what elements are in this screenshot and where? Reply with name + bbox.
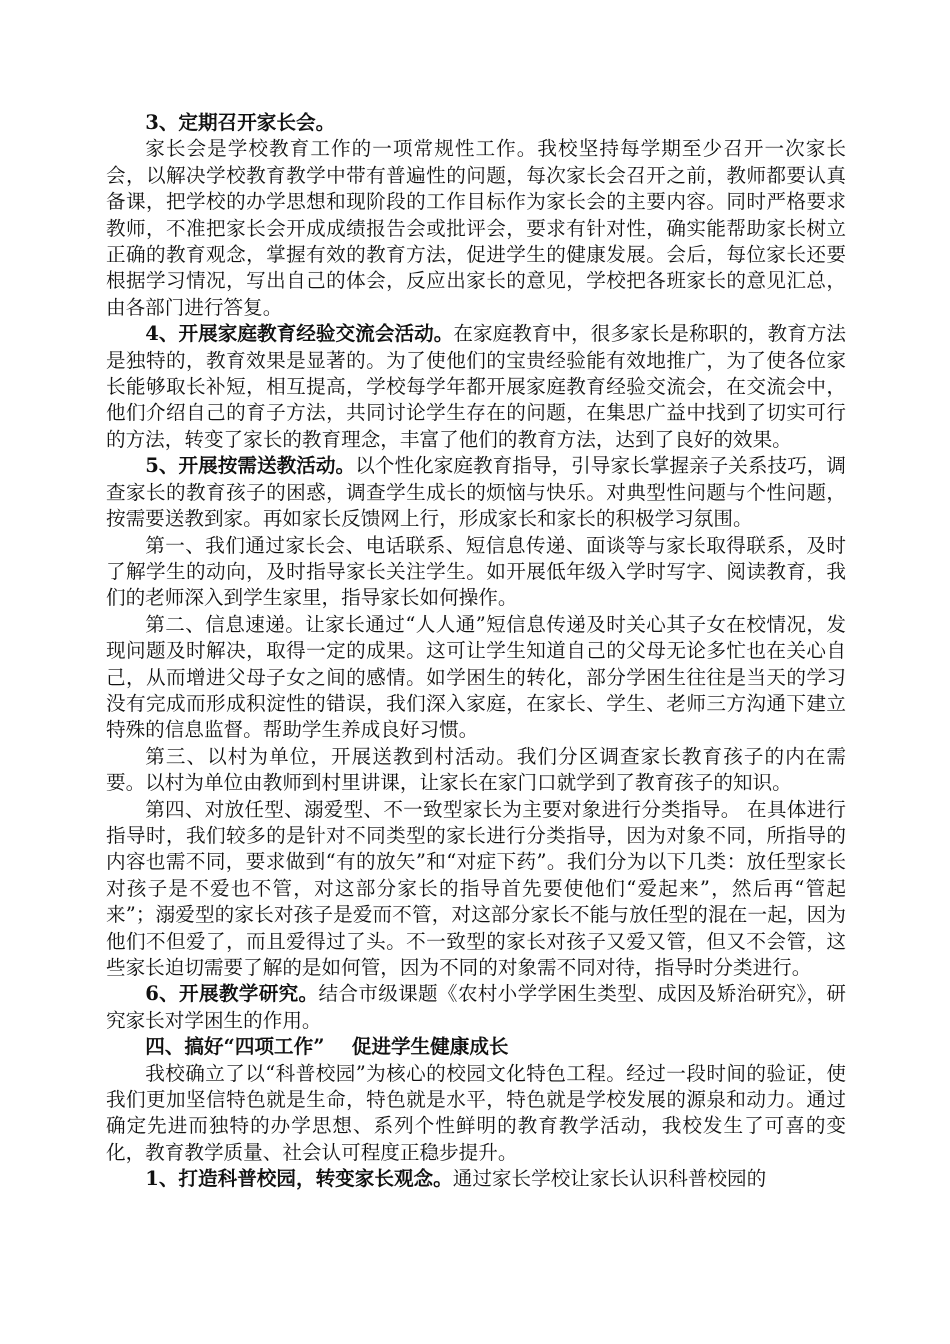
paragraph-fourth: 第四、对放任型、溺爱型、不一致型家长为主要对象进行分类指导。 在具体进行指导时，我们较多的是针对不同类型的家长进行分类指导，因为对象不同，所指导的内容也需不同，要求做到“有的放矢”和“对症下药”。我们分为以下几类：放任型家长对孩子是不爱也不管，对这部分家长的指导首先要使他们“爱起来”，然后再“管起来”；溺爱型的家长对孩子是爱而不管，对这部分家长不能与放任型的混在一起，因为他们不但爱了，而且爱得过了头。不一致型的家长对孩子又爱又管，但又不会管，这些家长迫切需要了解的是如何管，因为不同的对象需不同对待，指导时分类进行。	[106, 797, 846, 979]
paragraph-text: 结合市级课题《农村小学学困生类型、成因及矫治研究》，研究家长对学困生的作用。	[106, 982, 846, 1032]
paragraph-parent-meetings: 家长会是学校教育工作的一项常规性工作。我校坚持每学期至少召开一次家长会，以解决学校教育教学中带有普遍性的问题，每次家长会召开之前，教师都要认真备课，把学校的办学思想和现阶段的工作目标作为家长会的主要内容。同时严格要求教师，不准把家长会开成成绩报告会或批评会，要求有针对性，确实能帮助家长树立正确的教育观念，掌握有效的教育方法，促进学生的健康发展。会后，每位家长还要根据学习情况，写出自己的体会，反应出家长的意见，学校把各班家长的意见汇总，由各部门进行答复。	[106, 137, 846, 319]
document-page	[106, 110, 846, 1193]
paragraph-on-demand-teaching	[106, 453, 846, 532]
paragraph-teaching-research	[106, 981, 846, 1034]
paragraph-second: 第二、信息速递。让家长通过“人人通”短信息传递及时关心其子女在校情况，发现问题及时解决，取得一定的成果。这可让学生知道自己的父母无论多忙也在关心自己，从而增进父母子女之间的感情。如学困生的转化，部分学困生往往是当天的学习没有完成而形成积淀性的错误，我们深入家庭，在家长、学生、老师三方沟通下建立特殊的信息监督。帮助学生养成良好习惯。	[106, 612, 846, 742]
paragraph-text: 通过家长学校让家长认识科普校园的	[452, 1167, 767, 1191]
paragraph-third: 第三、以村为单位，开展送教到村活动。我们分区调查家长教育孩子的内在需要。以村为单位由教师到村里讲课，让家长在家门口就学到了教育孩子的知识。	[106, 744, 846, 795]
paragraph-lead: 4、开展家庭教育经验交流会活动。	[145, 322, 454, 346]
paragraph-experience-exchange	[106, 321, 846, 453]
section-heading-four-works: 四、搞好“四项工作” 促进学生健康成长	[145, 1035, 509, 1059]
paragraph-text: 以个性化家庭教育指导，引导家长掌握亲子关系技巧，调查家长的教育孩子的困惑，调查学生成长的烦恼与快乐。对典型性问题与个性问题，按需要送教到家。再如家长反馈网上行，形成家长和家长的积极学习氛围。	[106, 454, 846, 531]
paragraph-first: 第一、我们通过家长会、电话联系、短信息传递、面谈等与家长取得联系，及时了解学生的动向，及时指导家长关注学生。如开展低年级入学时写字、阅读教育，我们的老师深入到学生家里，指导家长如何操作。	[106, 533, 846, 610]
paragraph-lead: 1、打造科普校园，转变家长观念。	[145, 1167, 453, 1191]
paragraph-lead: 6、开展教学研究。	[145, 982, 319, 1006]
paragraph-build-science-campus	[106, 1166, 846, 1192]
section-heading-parent-meetings: 3、定期召开家长会。	[145, 111, 336, 134]
paragraph-lead: 5、开展按需送教活动。	[145, 454, 356, 478]
paragraph-text: 在家庭教育中，很多家长是称职的，教育方法是独特的，教育效果是显著的。为了使他们的宝贵经验能有效地推广，为了使各位家长能够取长补短，相互提高，学校每学年都开展家庭教育经验交流会，在交流会中，他们介绍自己的育子方法，共同讨论学生存在的问题，在集思广益中找到了切实可行的方法，转变了家长的教育理念，丰富了他们的教育方法，达到了良好的效果。	[106, 322, 847, 451]
paragraph-science-campus: 我校确立了以“科普校园”为核心的校园文化特色工程。经过一段时间的验证，使我们更加坚信特色就是生命，特色就是水平，特色就是学校发展的源泉和动力。通过确定先进而独特的办学思想、系列个性鲜明的教育教学活动，我校发生了可喜的变化，教育教学质量、社会认可程度正稳步提升。	[106, 1061, 846, 1164]
